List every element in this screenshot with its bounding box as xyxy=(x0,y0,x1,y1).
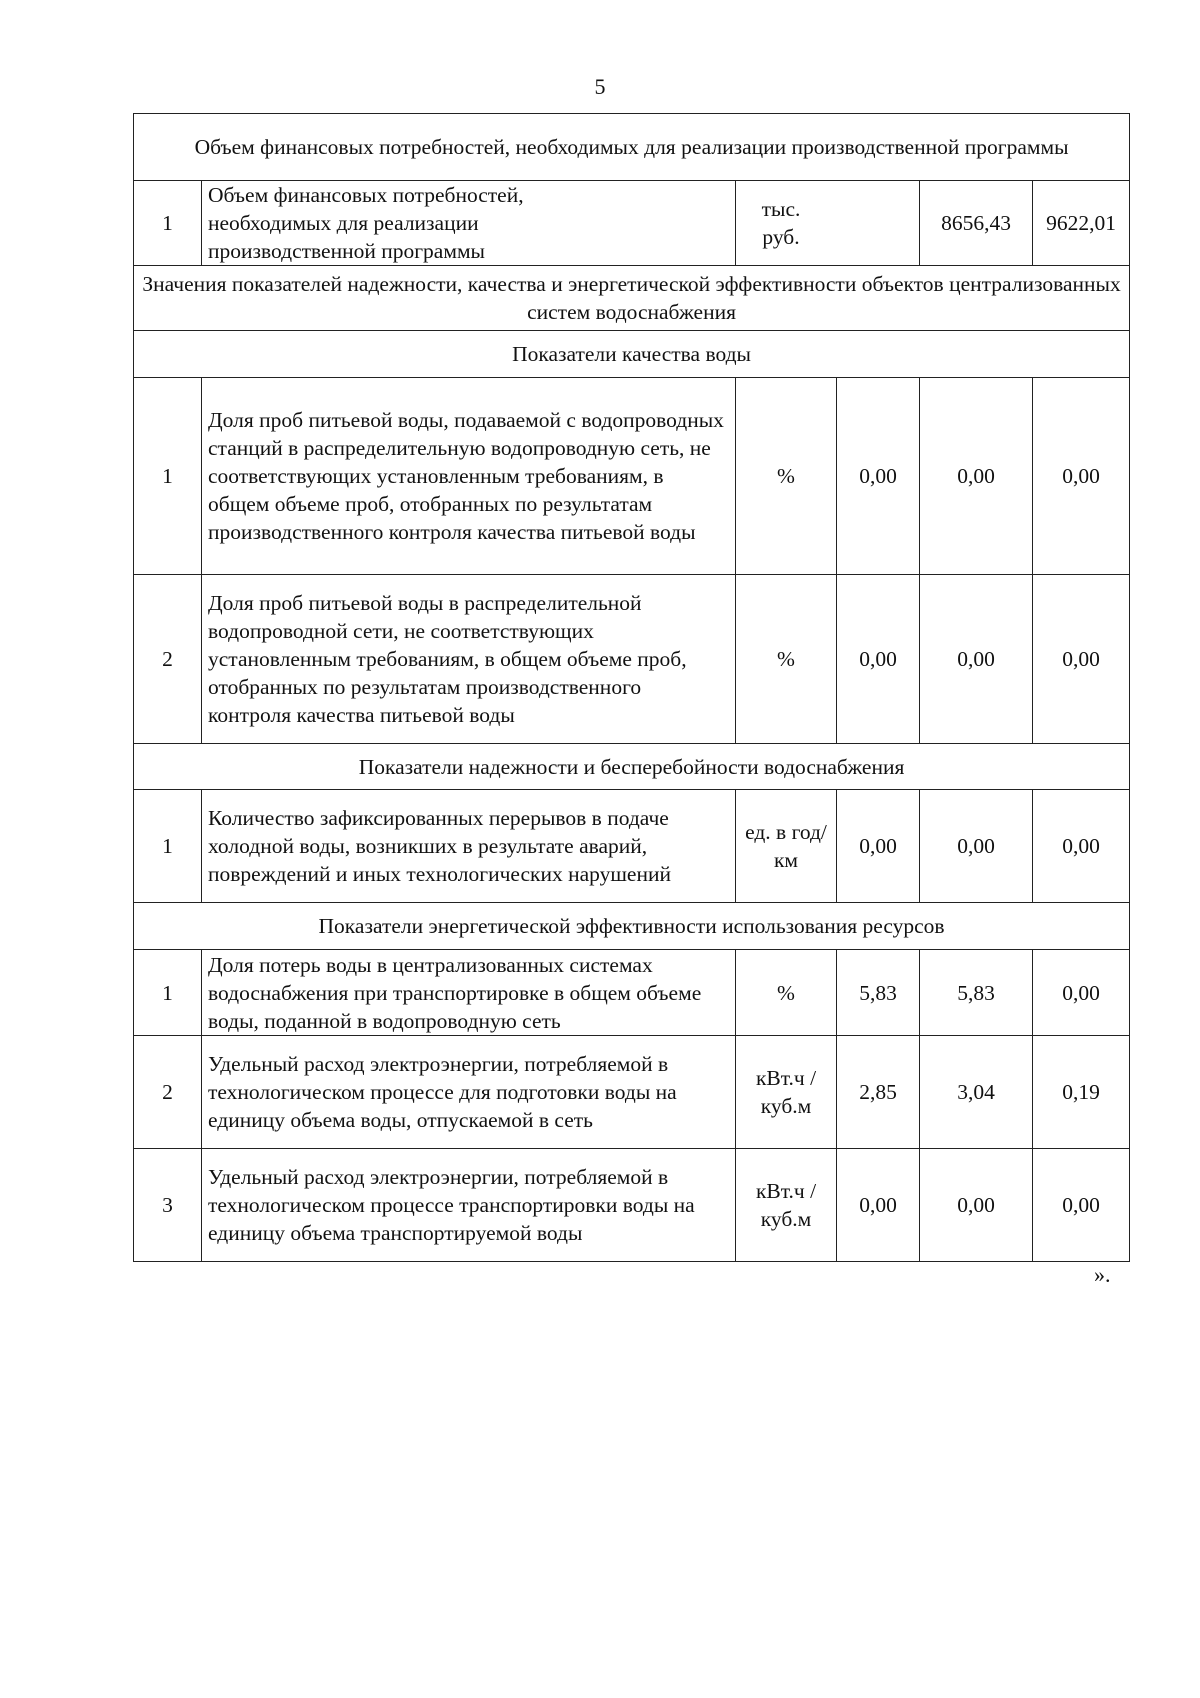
row-value-3: 0,00 xyxy=(1033,950,1130,1036)
row-value-2: 0,00 xyxy=(920,378,1033,575)
section-reliability-title: Показатели надежности и бесперебойности водоснабжения xyxy=(134,744,1130,790)
row-value-2: 0,00 xyxy=(920,1149,1033,1262)
row-value-2: 3,04 xyxy=(920,1036,1033,1149)
table-row xyxy=(134,790,1130,903)
row-value-1: 8656,43 xyxy=(920,181,1033,266)
row-value-1: 0,00 xyxy=(837,790,920,903)
section-header-row xyxy=(134,114,1130,181)
row-number: 1 xyxy=(134,378,202,575)
row-value-1: 0,00 xyxy=(837,378,920,575)
section-quality-title: Показатели качества воды xyxy=(134,331,1130,378)
page-number: 5 xyxy=(594,74,606,99)
row-description: Доля проб питьевой воды в распределительной водопроводной сети, не соответствующих установленным требованиям, в общем объеме проб, отобранных по результатам производственного контроля качества питьевой воды xyxy=(202,575,736,744)
row-value-3: 0,00 xyxy=(1033,790,1130,903)
row-number: 1 xyxy=(134,790,202,903)
row-unit: % xyxy=(736,950,837,1036)
row-number: 2 xyxy=(134,575,202,744)
row-value-3: 0,00 xyxy=(1033,378,1130,575)
row-value-2: 0,00 xyxy=(920,790,1033,903)
table-row xyxy=(134,181,1130,266)
row-value-1: 2,85 xyxy=(837,1036,920,1149)
section-header-row xyxy=(134,266,1130,331)
row-unit: кВт.ч / куб.м xyxy=(736,1149,837,1262)
row-description: Объем финансовых потребностей, необходимых для реализации производственной программы xyxy=(202,181,736,266)
row-value-1: 0,00 xyxy=(837,575,920,744)
row-description: Удельный расход электроэнергии, потребляемой в технологическом процессе транспортировки воды на единицу объема транспортируемой воды xyxy=(202,1149,736,1262)
row-description: Доля проб питьевой воды, подаваемой с водопроводных станций в распределительную водопроводную сеть, не соответствующих установленным требованиям, в общем объеме проб, отобранных по результатам производственного контроля качества питьевой воды xyxy=(202,378,736,575)
section-energy-title: Показатели энергетической эффективности использования ресурсов xyxy=(134,903,1130,950)
table-row xyxy=(134,575,1130,744)
row-description: Количество зафиксированных перерывов в подаче холодной воды, возникших в результате аварий, повреждений и иных технологических нарушений xyxy=(202,790,736,903)
row-unit-text: тыс. руб. xyxy=(761,197,801,249)
row-description: Доля потерь воды в централизованных системах водоснабжения при транспортировке в общем объеме воды, поданной в водопроводную сеть xyxy=(202,950,736,1036)
row-number: 1 xyxy=(134,181,202,266)
row-unit: % xyxy=(736,575,837,744)
row-value-1: 0,00 xyxy=(837,1149,920,1262)
table-row xyxy=(134,1036,1130,1149)
row-value-1: 5,83 xyxy=(837,950,920,1036)
section-header-row xyxy=(134,331,1130,378)
section-header-row xyxy=(134,903,1130,950)
section-indicators-title: Значения показателей надежности, качества и энергетической эффективности объектов централизованных систем водоснабжения xyxy=(134,266,1130,331)
section-header-row xyxy=(134,744,1130,790)
row-value-3: 0,00 xyxy=(1033,575,1130,744)
section-financial-title: Объем финансовых потребностей, необходимых для реализации производственной программы xyxy=(134,114,1130,181)
row-number: 2 xyxy=(134,1036,202,1149)
row-description: Удельный расход электроэнергии, потребляемой в технологическом процессе для подготовки воды на единицу объема воды, отпускаемой в сеть xyxy=(202,1036,736,1149)
row-number: 3 xyxy=(134,1149,202,1262)
closing-quote-mark: ». xyxy=(1094,1262,1111,1287)
indicators-table xyxy=(133,113,1130,1262)
row-value-3: 0,19 xyxy=(1033,1036,1130,1149)
table-row xyxy=(134,950,1130,1036)
row-value-2: 9622,01 xyxy=(1033,181,1130,266)
table-row xyxy=(134,1149,1130,1262)
row-unit: кВт.ч / куб.м xyxy=(736,1036,837,1149)
row-value-3: 0,00 xyxy=(1033,1149,1130,1262)
row-number: 1 xyxy=(134,950,202,1036)
row-unit xyxy=(736,181,920,266)
row-unit: ед. в год/ км xyxy=(736,790,837,903)
row-unit: % xyxy=(736,378,837,575)
row-value-2: 5,83 xyxy=(920,950,1033,1036)
row-value-2: 0,00 xyxy=(920,575,1033,744)
table-row xyxy=(134,378,1130,575)
